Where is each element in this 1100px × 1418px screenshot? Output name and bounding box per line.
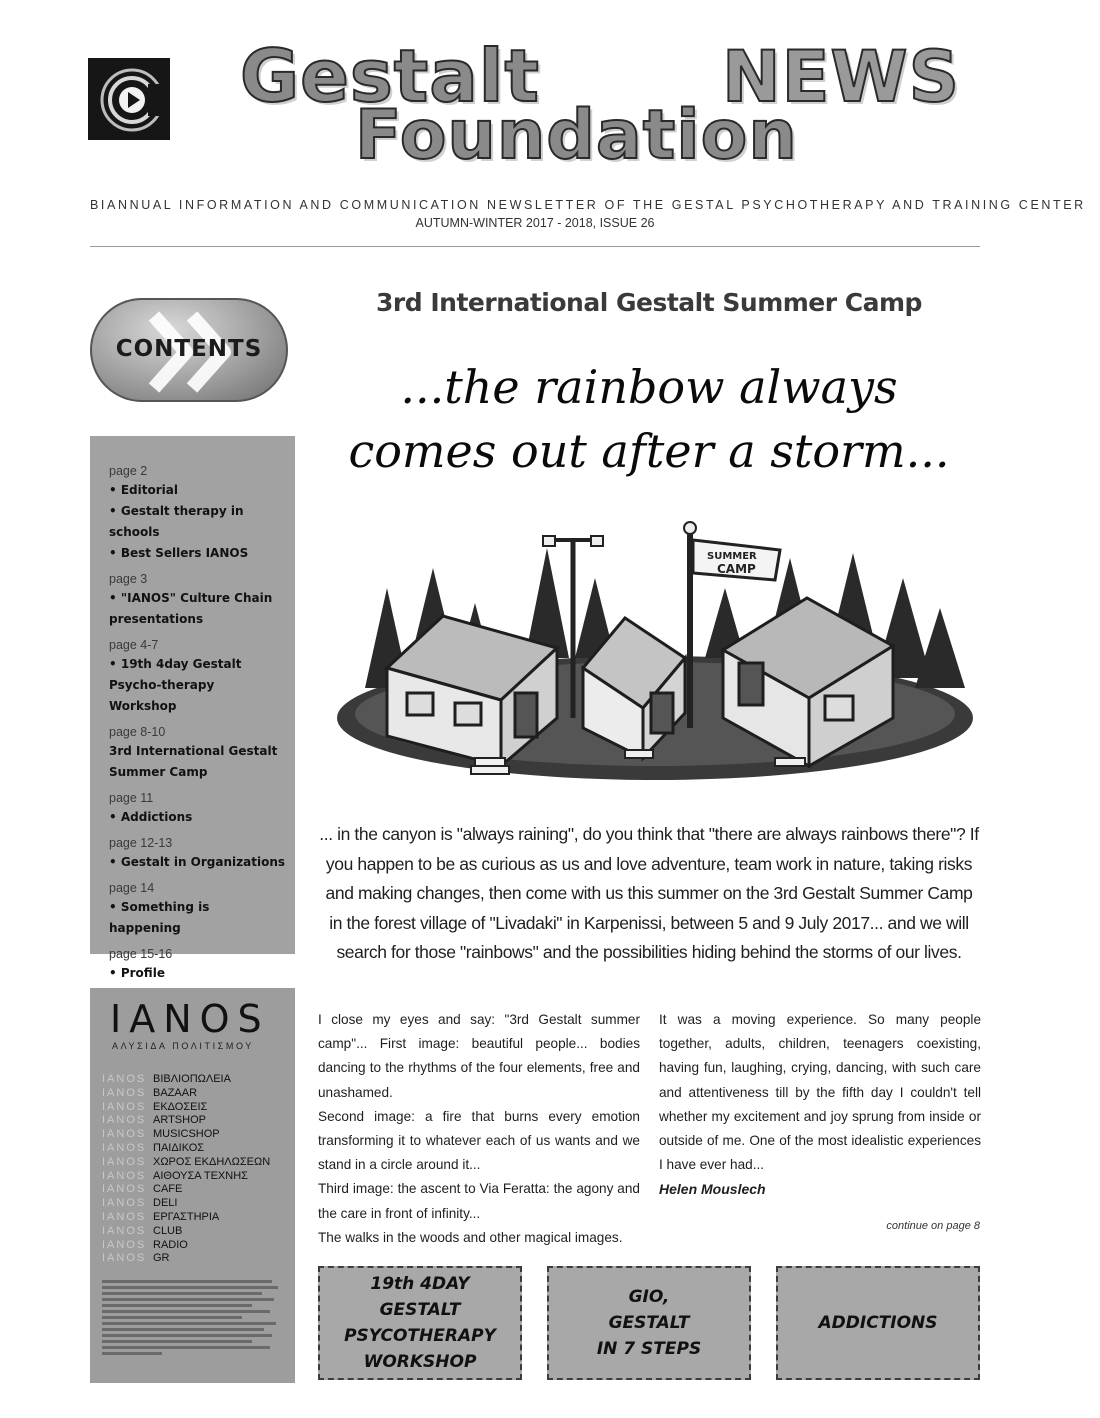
- feature-box-line: 19th 4DAY: [370, 1274, 470, 1294]
- toc-item: • Editorial: [109, 483, 178, 497]
- masthead-divider: [90, 246, 980, 247]
- ianos-category-label: CAFE: [153, 1183, 183, 1196]
- toc-item: 3rd International Gestalt Summer Camp: [109, 744, 278, 779]
- ianos-category-label: ΑΙΘΟΥΣΑ ΤΕΧΝΗΣ: [153, 1169, 248, 1182]
- toc-entry[interactable]: [109, 945, 285, 984]
- ianos-category-label: CLUB: [153, 1224, 183, 1237]
- toc-page: page 4-7: [109, 638, 159, 652]
- toc-entry[interactable]: [109, 723, 285, 783]
- ianos-brand-label: IANOS: [102, 1183, 147, 1196]
- contents-panel: [90, 436, 295, 980]
- issue-info: AUTUMN-WINTER 2017 - 2018, ISSUE 26: [415, 216, 655, 230]
- ianos-category-row: [102, 1087, 285, 1101]
- article-paragraph: It was a moving experience. So many people together, adults, children, teenagers coexisting, having fun, laughing, crying, dancing, with such care and attentiveness till by the fifth day I couldn't tell whether my excitement and joy sprung from inside or outside of me. One of the most idealistic experiences I have ever had...: [659, 1012, 981, 1173]
- ianos-brand-label: IANOS: [102, 1141, 147, 1154]
- toc-item: • Gestalt in Organizations: [109, 855, 285, 869]
- toc-page: page 14: [109, 881, 155, 895]
- toc-item: • 19th 4day Gestalt Psycho-therapy Workshop: [109, 657, 242, 713]
- ianos-category-label: GR: [153, 1252, 170, 1265]
- toc-entry[interactable]: [109, 636, 285, 717]
- masthead-news: NEWS: [722, 36, 961, 118]
- ianos-category-label: ΧΩΡΟΣ ΕΚΔΗΛΩΣΕΩΝ: [153, 1155, 271, 1168]
- camp-sign-text-1: SUMMER: [707, 551, 757, 562]
- toc-item: • Best Sellers IANOS: [109, 546, 249, 560]
- article-heading: 3rd International Gestalt Summer Camp: [376, 288, 922, 317]
- ianos-brand-label: IANOS: [102, 1197, 147, 1210]
- ianos-category-row: [102, 1170, 285, 1184]
- contents-button[interactable]: [90, 298, 288, 402]
- ianos-logo: IANOS: [110, 997, 270, 1041]
- toc-entry[interactable]: [109, 879, 285, 939]
- toc-page: page 8-10: [109, 725, 166, 739]
- toc-item: • Gestalt therapy in schools: [109, 504, 244, 539]
- ianos-category-label: ΕΚΔΟΣΕΙΣ: [153, 1100, 208, 1113]
- ianos-brand-label: IANOS: [102, 1210, 147, 1223]
- toc-item: • Profile: [109, 966, 165, 980]
- article-paragraph: Third image: the ascent to Via Feratta: the agony and the care in front of infinity...: [318, 1181, 640, 1221]
- ianos-brand-label: IANOS: [102, 1086, 147, 1099]
- ianos-category-row: [102, 1101, 285, 1115]
- toc-page: page 15-16: [109, 947, 173, 961]
- ianos-category-label: ΒΙΒΛΙΟΠΩΛΕΙΑ: [153, 1073, 231, 1085]
- ianos-brand-label: IANOS: [102, 1252, 147, 1265]
- ianos-brand-label: IANOS: [102, 1073, 147, 1085]
- masthead-title-gestalt: Gestalt: [240, 34, 540, 118]
- article-author: Helen Mouslech: [659, 1181, 766, 1198]
- toc-item: • Something is happening: [109, 900, 210, 935]
- ianos-category-label: DELI: [153, 1197, 178, 1210]
- feature-box-line: IN 7 STEPS: [596, 1339, 702, 1359]
- ianos-category-row: [102, 1239, 285, 1253]
- feature-box-line: GIO,: [628, 1287, 670, 1307]
- toc-page: page 3: [109, 572, 148, 586]
- feature-box-line: GESTALT: [379, 1300, 461, 1320]
- ianos-category-row: [102, 1128, 285, 1142]
- toc-item: • Addictions: [109, 810, 193, 824]
- toc-entry[interactable]: [109, 462, 285, 564]
- toc-page: page 12-13: [109, 836, 173, 850]
- article-column-left: [318, 1008, 640, 1250]
- ianos-category-row: [102, 1252, 285, 1266]
- ianos-category-row: [102, 1183, 285, 1197]
- article-paragraph: Second image: a fire that burns every emotion transforming it to whatever each of us wants and we stand in a circle around it...: [318, 1108, 640, 1173]
- ianos-brand-label: IANOS: [102, 1238, 147, 1251]
- foundation-logo: [88, 58, 170, 140]
- article-script-headline-2: comes out after a storm...: [348, 424, 950, 478]
- masthead-title-foundation: Foundation: [355, 96, 798, 175]
- summer-camp-illustration: [325, 518, 980, 793]
- toc-page: page 11: [109, 791, 154, 805]
- toc-entry[interactable]: [109, 570, 285, 630]
- feature-box-line: GESTALT: [608, 1313, 690, 1333]
- ianos-category-label: ΠΑΙΔΙΚΟΣ: [153, 1141, 205, 1154]
- ianos-category-row: [102, 1197, 285, 1211]
- article-paragraph: The walks in the woods and other magical images.: [318, 1229, 623, 1245]
- contents-label: CONTENTS: [115, 336, 263, 362]
- ianos-category-row: [102, 1211, 285, 1225]
- toc-entry[interactable]: [109, 834, 285, 873]
- ianos-category-label: MUSICSHOP: [153, 1128, 220, 1141]
- ianos-brand-label: IANOS: [102, 1100, 147, 1113]
- ianos-category-list: [102, 1073, 285, 1266]
- article-paragraph: I close my eyes and say: "3rd Gestalt summer camp"... First image: beautiful people... bodies dancing to the rhythms of the four elements, free and unashamed.: [318, 1012, 640, 1100]
- ianos-brand-label: IANOS: [102, 1224, 147, 1237]
- ianos-brand-label: IANOS: [102, 1114, 147, 1127]
- ianos-address-block: [102, 1280, 285, 1355]
- ianos-category-row: [102, 1156, 285, 1170]
- feature-box-workshop[interactable]: [318, 1266, 522, 1380]
- toc-entry[interactable]: [109, 789, 285, 828]
- logo-eye-icon: [88, 58, 170, 140]
- ianos-category-label: ΕΡΓΑΣΤΗΡΙΑ: [153, 1210, 220, 1223]
- ianos-brand-label: IANOS: [102, 1128, 147, 1141]
- toc-page: page 2: [109, 464, 148, 478]
- ianos-subtitle: ΑΛΥΣΙΔΑ ΠΟΛΙΤΙΣΜΟΥ: [112, 1041, 254, 1051]
- continue-note[interactable]: continue on page 8: [886, 1220, 980, 1232]
- feature-box-gio[interactable]: [547, 1266, 751, 1380]
- ianos-category-label: BAZAAR: [153, 1086, 198, 1099]
- ianos-brand-label: IANOS: [102, 1155, 147, 1168]
- ianos-category-row: [102, 1225, 285, 1239]
- feature-box-line: PSYCOTHERAPY: [344, 1326, 496, 1346]
- camp-sign-text-2: CAMP: [717, 562, 756, 576]
- feature-box-line: WORKSHOP: [363, 1352, 477, 1372]
- ianos-category-label: RADIO: [153, 1238, 188, 1251]
- ianos-category-row: [102, 1073, 285, 1087]
- masthead-tagline: BIANNUAL INFORMATION AND COMMUNICATION NEWSLETTER OF THE GESTAL PSYCHOTHERAPY AND TRAINING CENTER: [90, 198, 1086, 212]
- toc-item: • "IANOS" Culture Chain presentations: [109, 591, 273, 626]
- article-script-headline-1: ...the rainbow always: [400, 360, 898, 414]
- feature-box-line: ADDICTIONS: [818, 1313, 938, 1333]
- feature-box-addictions[interactable]: [776, 1266, 980, 1380]
- article-column-right: [659, 1008, 981, 1202]
- ianos-category-label: ARTSHOP: [153, 1114, 206, 1127]
- ianos-category-row: [102, 1114, 285, 1128]
- ianos-brand-label: IANOS: [102, 1169, 147, 1182]
- article-intro: ... in the canyon is "always raining", do you think that "there are always rainbows there"? If you happen to be as curious as us and love adventure, team work in nature, taking risks and making changes, then come with us this summer on the 3rd Gestalt Summer Camp in the forest village of "Livadaki" in Karpenissi, between 5 and 9 July 2017... and we will search for those "rainbows" and the possibilities hiding behind the storms of our lives.: [319, 824, 979, 962]
- ianos-category-row: [102, 1142, 285, 1156]
- ianos-advertisement: [90, 988, 295, 1383]
